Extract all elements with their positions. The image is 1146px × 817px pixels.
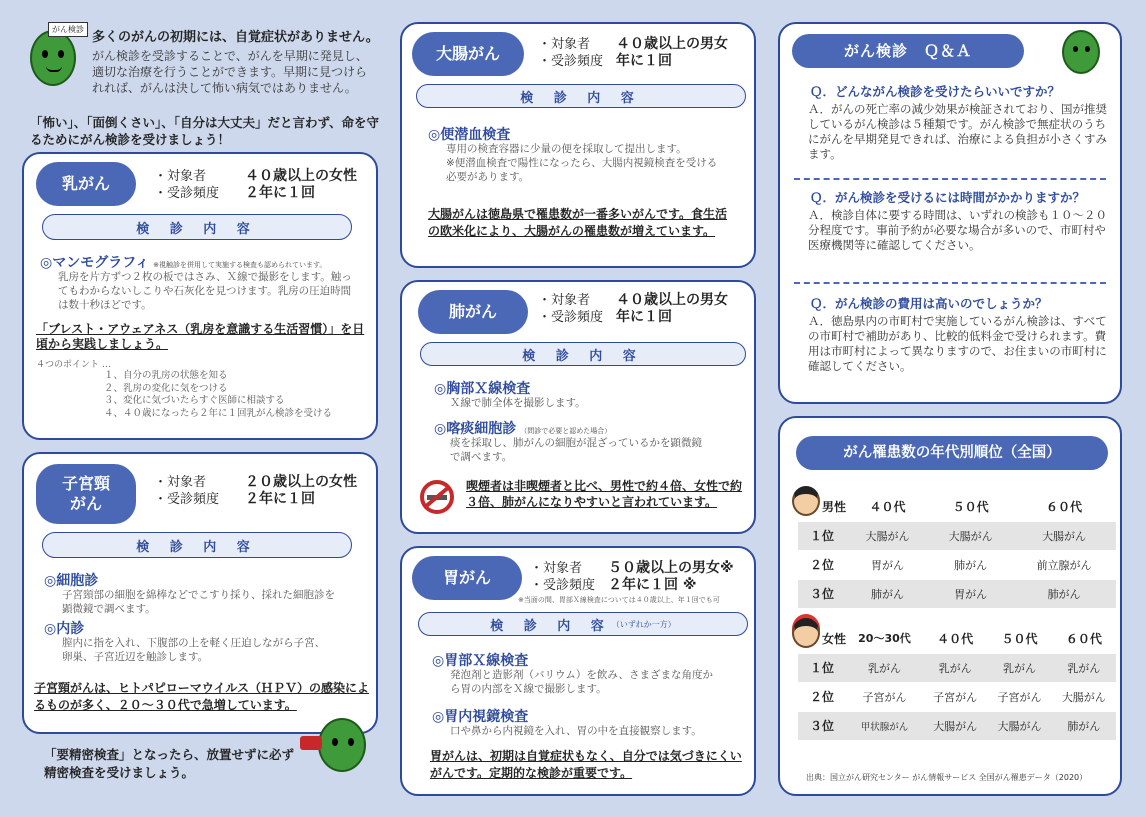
qa-q3: Ｑ．がん検診の費用は高いのでしょうか？ (810, 296, 1048, 311)
colon-meta: ・対象者 ４０歳以上の男女 ・受診頻度 年に１回 (538, 36, 729, 69)
stomach-title: 胃がん (412, 556, 522, 600)
stomach-test2: ◎胃内視鏡検査 (432, 709, 529, 725)
lung-test2-desc: 痰を採取し、肺がんの細胞が混ざっているかを顕微鏡で調べます。 (450, 437, 702, 463)
ranking-female-table: 女性 20～30代 ４０代 ５０代 ６０代 １位 乳がん 乳がん 乳がん 乳がん ２位 子宮がん 子宮がん 子宮がん 大腸がん ３位 甲状腺がん 大腸がん 大腸がん 肺がん (798, 624, 1116, 741)
intro-headline: 多くのがんの初期には、自覚症状がありません。 (92, 30, 379, 45)
followup-text: 「要精密検査」となったら、放置せずに必ず精密検査を受けましょう。 (44, 747, 295, 780)
qa-card (778, 22, 1122, 404)
qa-a3: Ａ．徳島県内の市町村で実施しているがん検診は、すべての市町村で補助があり、比較的低料金で受けられます。費用は市町村によって異なりますので、お住まいの市町村に確認してください。 (808, 314, 1107, 373)
ranking-title: がん罹患数の年代別順位（全国） (796, 436, 1108, 470)
table-row: ３位 肺がん 胃がん 肺がん (798, 579, 1116, 608)
stomach-footnote: ※当面の間、胃部Ｘ線検査については４０歳以上、年１回でも可 (518, 596, 720, 604)
stomach-meta: ・対象者 ５０歳以上の男女※ ・受診頻度 ２年に１回 ※ (530, 560, 734, 593)
table-row: ２位 子宮がん 子宮がん 子宮がん 大腸がん (798, 682, 1116, 711)
ranking-source: 出典：国立がん研究センター がん情報サービス 全国がん罹患データ（2020） (806, 773, 1088, 782)
mascot-sign: がん検診 (48, 22, 88, 37)
intro-body: がん検診を受診することで、がんを早期に発見し、適切な治療を行うことができます。早期に見つけられれば、がんは決して怖い病気ではありません。 (92, 49, 368, 95)
breast-points-title: ４つのポイント … (36, 360, 111, 370)
cervical-note: 子宮頸がんは、ヒトパピローマウイルス（ＨＰＶ）の感染によるものが多く、２０～３０代で急増しています。 (34, 681, 370, 712)
cervical-title: 子宮頸がん (36, 464, 136, 524)
ranking-card (778, 416, 1122, 796)
colon-exam-header: 検 診 内 容 (416, 84, 746, 108)
table-row: １位 乳がん 乳がん 乳がん 乳がん (798, 653, 1116, 682)
qa-q1: Ｑ．どんながん検診を受けたらいいですか？ (810, 84, 1061, 99)
mascot-icon (30, 30, 76, 86)
stomach-exam-header: 検 診 内 容 （いずれか一方） (418, 612, 748, 636)
stomach-card (400, 546, 756, 796)
mascot-heart-icon (1062, 30, 1100, 74)
cervical-test2-desc: 膣内に指を入れ、下腹部の上を軽く圧迫しながら子宮、卵巣、子宮近辺を触診します。 (62, 637, 326, 663)
colon-test1-desc: 専用の検査容器に少量の便を採取して提出します。 (446, 143, 687, 155)
table-row: ３位 甲状腺がん 大腸がん 大腸がん 肺がん (798, 711, 1116, 740)
cervical-exam-header: 検 診 内 容 (42, 532, 352, 558)
colon-title: 大腸がん (412, 32, 524, 76)
colon-note: 大腸がんは徳島県で罹患数が一番多いがんです。食生活の欧米化により、大腸がんの罹患数が増えています。 (428, 207, 728, 238)
stomach-test1-desc: 発泡剤と造影剤（バリウム）を飲み、さまざまな角度から胃の内部をＸ線で撮影します。 (450, 669, 714, 695)
colon-card (400, 22, 756, 268)
qa-q2: Ｑ．がん検診を受けるには時間がかかりますか？ (810, 190, 1086, 205)
table-row: １位 大腸がん 大腸がん 大腸がん (798, 521, 1116, 550)
lung-card (400, 280, 756, 534)
breast-test1: ◎マンモグラフィ ※視触診を併用して実施する検査も認められています。 (40, 255, 327, 271)
breast-points: １、自分の乳房の状態を知る ２、乳房の変化に気をつける ３、変化に気づいたらすぐ医師に相談する ４、４０歳になったら２年に１回乳がん検診を受ける (104, 370, 333, 419)
breast-card (22, 152, 378, 440)
lung-exam-header: 検 診 内 容 (420, 342, 746, 366)
lung-meta: ・対象者 ４０歳以上の男女 ・受診頻度 年に１回 (538, 292, 729, 325)
cervical-test1-desc: 子宮頸部の細胞を綿棒などでこすり採り、採れた細胞診を顕微鏡で調べます。 (62, 589, 335, 615)
ranking-male-table: 男性 ４０代 ５０代 ６０代 １位 大腸がん 大腸がん 大腸がん ２位 胃がん 肺がん 前立腺がん ３位 肺がん 胃がん 肺がん (798, 492, 1116, 609)
breast-test1-desc: 乳房を片方ずつ２枚の板ではさみ、Ｘ線で撮影をします。触ってもわからないしこりや石灰化を見つけます。乳房の圧迫時間は数十秒ほどです。 (58, 271, 352, 311)
mascot-hero-icon (318, 718, 366, 772)
breast-exam-header: 検 診 内 容 (42, 214, 352, 240)
stomach-note: 胃がんは、初期は自覚症状もなく、自分では気づきにくいがんです。定期的な検診が重要です。 (430, 749, 742, 780)
no-smoking-icon (420, 480, 454, 514)
stomach-test1: ◎胃部Ｘ線検査 (432, 653, 529, 669)
intro-emphasis: 「怖い」、「面倒くさい」、「自分は大丈夫」だと言わず、命を守るためにがん検診を受けましょう！ (30, 115, 380, 147)
cervical-card (22, 452, 378, 734)
lung-test1: ◎胸部Ｘ線検査 (434, 381, 531, 397)
male-label: 男性 (798, 492, 846, 521)
stomach-test2-desc: 口や鼻から内視鏡を入れ、胃の中を直接観察します。 (450, 725, 702, 737)
lung-test2: ◎喀痰細胞診 （問診で必要と認めた場合） (434, 421, 612, 437)
cervical-test1: ◎細胞診 (44, 573, 99, 589)
female-label: 女性 (798, 624, 846, 653)
colon-test1: ◎便潜血検査 (428, 127, 511, 143)
lung-note: 喫煙者は非喫煙者と比べ、男性で約４倍、女性で約３倍、肺がんになりやすいと言われています。 (466, 479, 743, 509)
colon-test1-note: ※便潜血検査で陽性になったら、大腸内視鏡検査を受ける必要があります。 (446, 157, 718, 183)
cape-icon (300, 736, 322, 750)
breast-meta: ・対象者 ４０歳以上の女性 ・受診頻度 ２年に１回 (154, 168, 358, 201)
table-row: ２位 胃がん 肺がん 前立腺がん (798, 550, 1116, 579)
qa-title: がん検診 Ｑ＆Ａ (792, 34, 1024, 68)
cervical-meta: ・対象者 ２０歳以上の女性 ・受診頻度 ２年に１回 (154, 474, 358, 507)
qa-a1: Ａ．がんの死亡率の減少効果が検証されており、国が推奨しているがん検診は５種類です。がん検診で無症状のうちにがんを早期発見できれば、治療による負担が小さくすみます。 (808, 102, 1107, 161)
qa-a2: Ａ．検診自体に要する時間は、いずれの検診も１０～２０分程度です。事前予約が必要な場合が多いので、市町村や医療機関等に確認してください。 (808, 208, 1107, 252)
breast-title: 乳がん (36, 162, 136, 206)
cervical-test2: ◎内診 (44, 621, 85, 637)
lung-test1-desc: Ｘ線で肺全体を撮影します。 (450, 397, 586, 409)
breast-awareness: 「ブレスト・アウェアネス（乳房を意識する生活習慣）」を日頃から実践しましょう。 (36, 322, 365, 351)
lung-title: 肺がん (418, 290, 528, 334)
